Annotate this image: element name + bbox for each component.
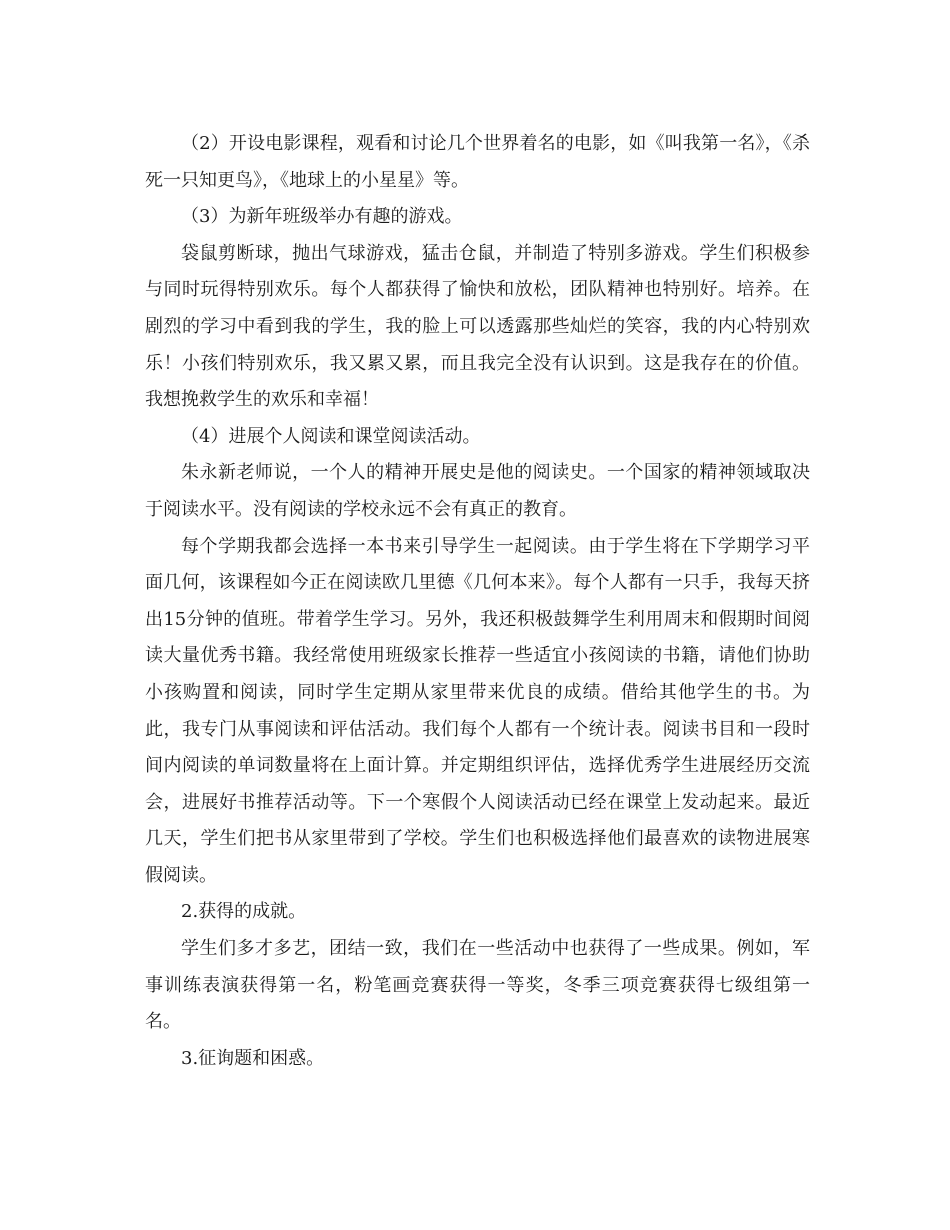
paragraph-games-description: 袋鼠剪断球，抛出气球游戏，猛击仓鼠，并制造了特别多游戏。学生们积极参与同时玩得特别欢乐。每个人都获得了愉快和放松，团队精神也特别好。培养。在剧烈的学习中看到我的学生，我的脸上可以透露那些灿烂的笑容，我的内心特别欢乐！小孩们特别欢乐，我又累又累，而且我完全没有认识到。这是我存在的价值。我想挽救学生的欢乐和幸福！ — [145, 242, 810, 411]
paragraph-new-year-games-heading: （3）为新年班级举办有趣的游戏。 — [181, 206, 463, 228]
paragraph-achievements-details: 学生们多才多艺，团结一致，我们在一些活动中也获得了一些成果。例如，军事训练表演获得第一名，粉笔画竞赛获得一等奖，冬季三项竞赛获得七级组第一名。 — [145, 938, 810, 1033]
paragraph-achievements-heading: 2.获得的成就。 — [181, 901, 307, 923]
paragraph-reading-details: 每个学期我都会选择一本书来引导学生一起阅读。由于学生将在下学期学习平面几何，该课程如今正在阅读欧几里德《几何本来》。每个人都有一只手，我每天挤出15分钟的值班。带着学生学习。另外，我还积极鼓舞学生利用周末和假期时间阅读大量优秀书籍。我经常使用班级家长推荐一些适宜小孩阅读的书籍，请他们协助小孩购置和阅读，同时学生定期从家里带来优良的成绩。借给其他学生的书。为此，我专门从事阅读和评估活动。我们每个人都有一个统计表。阅读书目和一段时间内阅读的单词数量将在上面计算。并定期组织评估，选择优秀学生进展经历交流会，进展好书推荐活动等。下一个寒假个人阅读活动已经在课堂上发动起来。最近几天，学生们把书从家里带到了学校。学生们也积极选择他们最喜欢的读物进展寒假阅读。 — [145, 535, 810, 886]
paragraph-reading-activities-heading: （4）进展个人阅读和课堂阅读活动。 — [181, 425, 481, 447]
paragraph-reading-quote: 朱永新老师说，一个人的精神开展史是他的阅读史。一个国家的精神领域取决于阅读水平。没有阅读的学校永远不会有真正的教育。 — [145, 462, 810, 520]
document-body — [145, 126, 810, 1077]
paragraph-problems-heading: 3.征询题和困惑。 — [181, 1047, 325, 1069]
paragraph-film-course: （2）开设电影课程，观看和讨论几个世界着名的电影，如《叫我第一名》，《杀死一只知更鸟》，《地球上的小星星》等。 — [145, 133, 810, 191]
